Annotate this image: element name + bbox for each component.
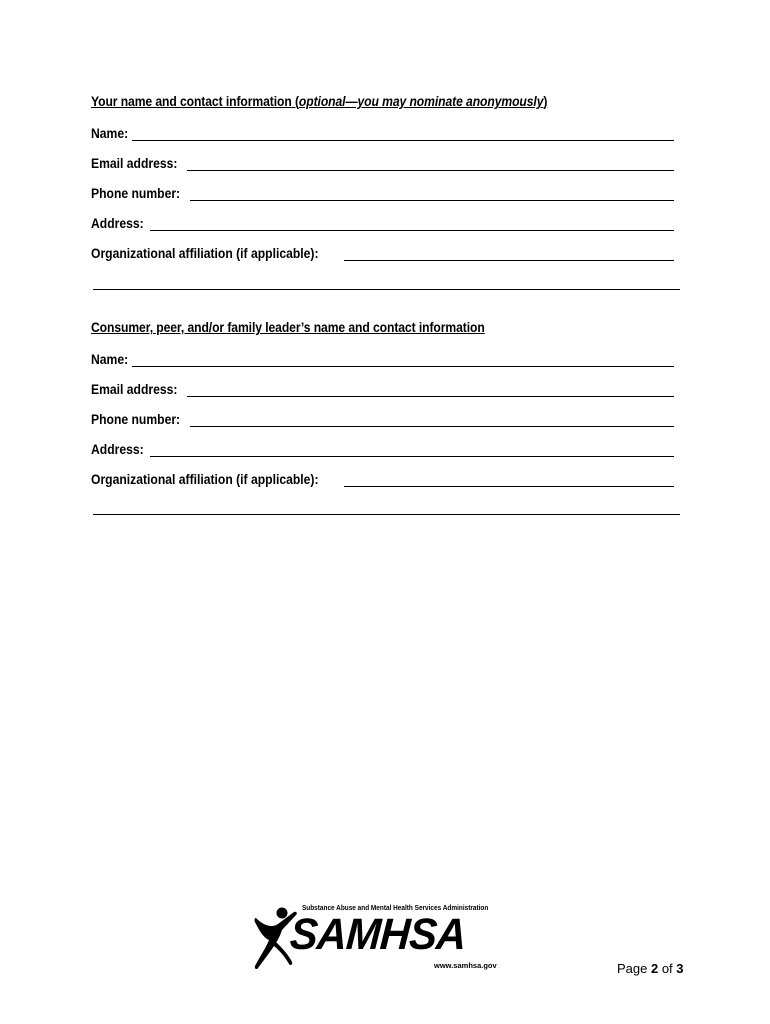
nominator-address-label: Address: — [91, 216, 144, 231]
leader-phone-label: Phone number: — [91, 412, 181, 427]
nominator-section-heading — [91, 94, 547, 109]
page-current: 2 — [650, 961, 659, 976]
page-number — [617, 961, 684, 976]
nominator-heading-close-paren: ) — [543, 94, 548, 109]
leader-affiliation-label: Organizational affiliation (if applicable): — [91, 472, 319, 487]
nominator-email-field[interactable] — [187, 156, 674, 171]
page-total: 3 — [676, 961, 684, 976]
leader-affiliation-field[interactable] — [344, 472, 674, 487]
leader-name-row — [91, 350, 674, 368]
leader-heading-title: Consumer, peer, and/or family leader’s name and contact information — [91, 320, 485, 335]
samhsa-tagline: Substance Abuse and Mental Health Services Administration — [302, 903, 489, 912]
nominator-address-field[interactable] — [150, 216, 674, 231]
nominator-phone-field[interactable] — [190, 186, 674, 201]
nominator-name-label: Name: — [91, 126, 129, 141]
nominator-phone-label: Phone number: — [91, 186, 181, 201]
nominator-affiliation-field[interactable] — [344, 246, 674, 261]
nominator-name-row — [91, 124, 674, 142]
nominator-address-row — [91, 214, 674, 232]
leader-phone-row — [91, 410, 674, 428]
leader-address-row — [91, 440, 674, 458]
nominator-affiliation-row — [91, 244, 674, 262]
nominator-email-row — [91, 154, 674, 172]
page-of: of — [658, 961, 677, 976]
nominator-heading-title: Your name and contact information — [91, 94, 292, 109]
leader-name-label: Name: — [91, 352, 129, 367]
leader-address-field[interactable] — [150, 442, 674, 457]
leader-address-label: Address: — [91, 442, 144, 457]
nominator-name-field[interactable] — [132, 126, 674, 141]
leader-email-label: Email address: — [91, 382, 178, 397]
nominator-email-label: Email address: — [91, 156, 178, 171]
samhsa-url: www.samhsa.gov — [434, 961, 497, 970]
nominator-phone-row — [91, 184, 674, 202]
leader-email-field[interactable] — [187, 382, 674, 397]
leader-name-field[interactable] — [132, 352, 674, 367]
leader-email-row — [91, 380, 674, 398]
leader-section-heading — [91, 320, 485, 335]
nominator-heading-open-paren: ( — [291, 94, 299, 109]
leader-affiliation-row — [91, 470, 674, 488]
leader-extra-line[interactable] — [93, 514, 680, 515]
page-prefix: Page — [617, 961, 651, 976]
samhsa-logo — [254, 902, 506, 972]
samhsa-wordmark: SAMHSA — [288, 910, 468, 959]
nominator-heading-note: optional—you may nominate anonymously — [298, 94, 544, 109]
nominator-affiliation-label: Organizational affiliation (if applicable): — [91, 246, 319, 261]
nominator-extra-line[interactable] — [93, 289, 680, 290]
leader-phone-field[interactable] — [190, 412, 674, 427]
